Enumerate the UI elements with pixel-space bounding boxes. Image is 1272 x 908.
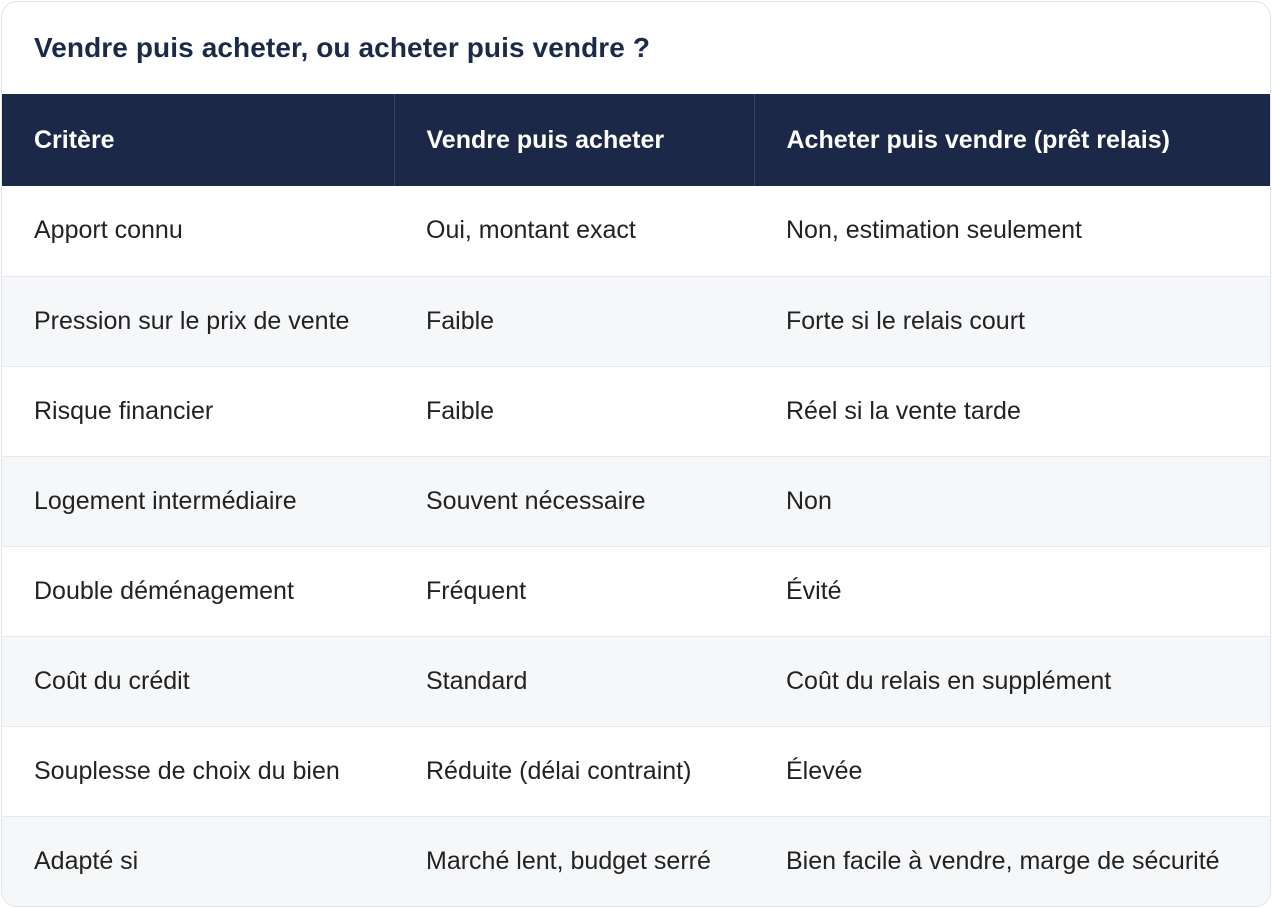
table-header-row <box>2 94 1270 186</box>
table-row <box>2 186 1270 276</box>
cell-sell-first: Marché lent, budget serré <box>426 846 711 875</box>
cell-criterion: Adapté si <box>34 846 139 875</box>
cell-sell-first: Faible <box>426 306 495 335</box>
table-row <box>2 366 1270 456</box>
table-row <box>2 816 1270 906</box>
cell-criterion: Risque financier <box>34 396 214 425</box>
table-row <box>2 546 1270 636</box>
cell-sell-first: Fréquent <box>426 576 527 605</box>
cell-buy-first: Réel si la vente tarde <box>786 396 1021 425</box>
cell-buy-first: Élevée <box>786 756 863 785</box>
cell-criterion: Coût du crédit <box>34 666 190 695</box>
column-header-buy-first: Acheter puis vendre (prêt relais) <box>786 125 1170 154</box>
cell-criterion: Double déménagement <box>34 576 294 605</box>
cell-buy-first: Non <box>786 486 832 515</box>
cell-buy-first: Forte si le relais court <box>786 306 1025 335</box>
comparison-table <box>2 94 1270 906</box>
cell-criterion: Pression sur le prix de vente <box>34 306 350 335</box>
table-row <box>2 456 1270 546</box>
table-row <box>2 726 1270 816</box>
column-header-criterion: Critère <box>2 94 394 186</box>
cell-buy-first: Non, estimation seulement <box>786 216 1082 245</box>
cell-criterion: Apport connu <box>34 216 183 245</box>
cell-sell-first: Standard <box>426 666 528 695</box>
cell-buy-first: Bien facile à vendre, marge de sécurité <box>786 846 1220 875</box>
cell-sell-first: Souvent nécessaire <box>426 486 646 515</box>
column-header-sell-first: Vendre puis acheter <box>394 94 754 186</box>
cell-buy-first: Coût du relais en supplément <box>786 666 1112 695</box>
table-row <box>2 636 1270 726</box>
table-row <box>2 276 1270 366</box>
comparison-card <box>1 1 1271 907</box>
table-title: Vendre puis acheter, ou acheter puis vendre ? <box>34 32 651 63</box>
cell-criterion: Logement intermédiaire <box>34 486 297 515</box>
cell-sell-first: Réduite (délai contraint) <box>426 756 692 785</box>
cell-sell-first: Oui, montant exact <box>426 216 636 245</box>
cell-sell-first: Faible <box>426 396 495 425</box>
cell-criterion: Souplesse de choix du bien <box>34 756 340 785</box>
cell-buy-first: Évité <box>786 576 842 605</box>
